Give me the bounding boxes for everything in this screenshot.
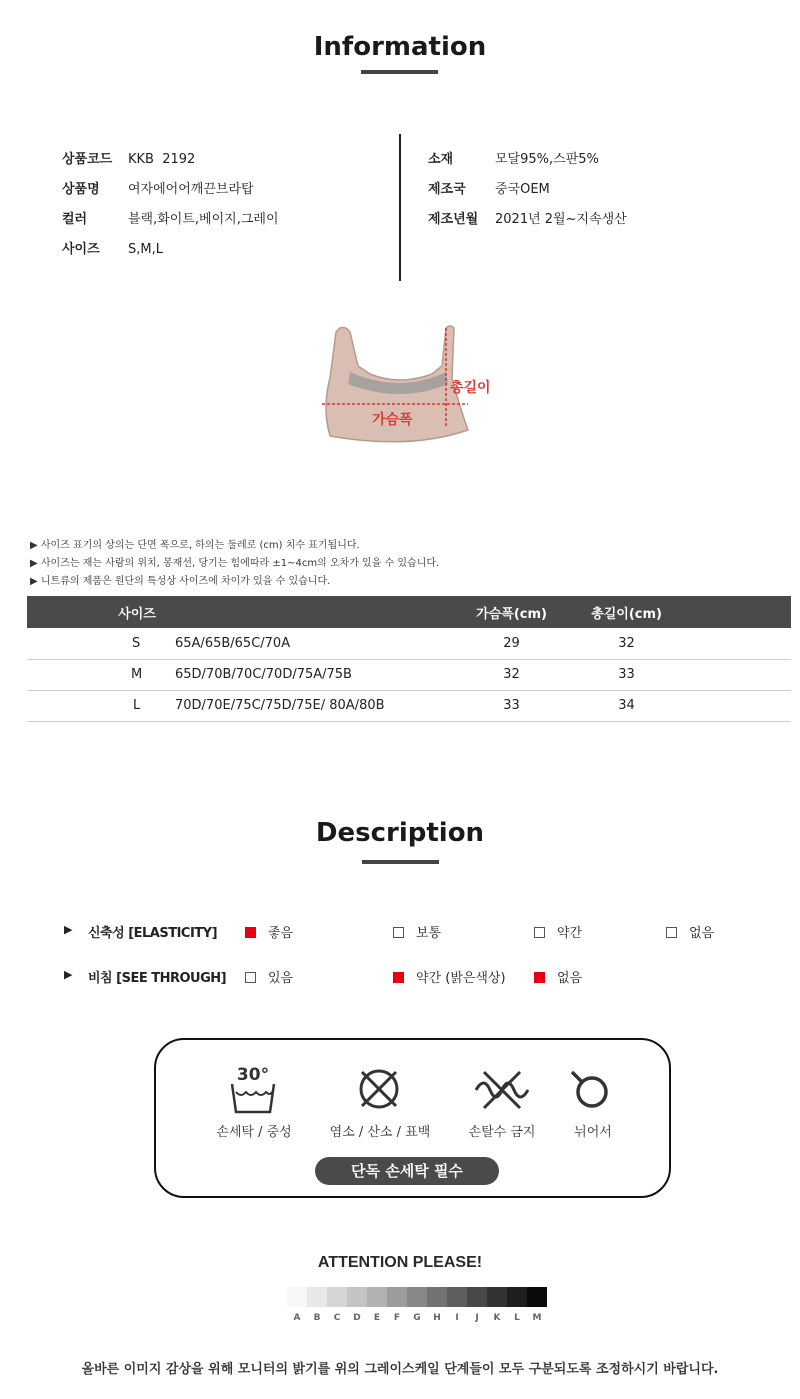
cell-chest: 33 [457, 690, 567, 721]
size-notes [30, 537, 439, 591]
grayscale-label: H [433, 1313, 441, 1323]
checkbox-icon [245, 972, 256, 983]
info-key: 상품명 [62, 182, 100, 197]
info-value: 2021년 2월~지속생산 [495, 212, 627, 227]
information-title: Information [313, 32, 487, 62]
cell-length: 33 [567, 659, 687, 690]
grayscale-swatch [387, 1287, 407, 1307]
grayscale-swatch [367, 1287, 387, 1307]
checkbox-icon [245, 927, 256, 938]
info-material [428, 148, 599, 167]
option-elasticity-slight[interactable] [534, 922, 582, 941]
info-value: S,M,L [128, 242, 163, 257]
grayscale-label: D [353, 1313, 361, 1323]
title-underline [362, 860, 439, 864]
grayscale-label: K [493, 1313, 501, 1323]
bra-top-diagram [300, 318, 510, 453]
care-label-no-wring: 손탈수 금지 [468, 1125, 536, 1140]
care-label-hand-wash: 손세탁 / 중성 [216, 1125, 292, 1140]
option-see-through-yes[interactable] [245, 967, 293, 986]
cell-size: M [27, 659, 247, 690]
info-value: 모달95%,스판5% [495, 152, 599, 167]
size-table-header [27, 596, 791, 628]
grayscale-swatch [327, 1287, 347, 1307]
grayscale-swatch [287, 1287, 307, 1307]
checkbox-icon [534, 927, 545, 938]
cell-cup: 65A/65B/65C/70A [175, 628, 385, 659]
grayscale-label: M [532, 1313, 542, 1323]
monitor-notice: 올바른 이미지 감상을 위해 모니터의 밝기를 위의 그레이스케일 단계들이 모두 구분되도록 조정하시기 바랍니다. [81, 1362, 719, 1377]
hand-wash-icon [228, 1062, 278, 1118]
info-value: KKB 2192 [128, 152, 196, 167]
option-elasticity-good[interactable] [245, 922, 293, 941]
info-product-name [62, 178, 254, 197]
description-title: Description [315, 818, 485, 848]
grayscale-swatch [467, 1287, 487, 1307]
option-label: 없음 [557, 971, 583, 986]
header-spacer [247, 596, 457, 628]
table-row [27, 659, 791, 690]
option-label: 없음 [689, 926, 715, 941]
grayscale-swatch [507, 1287, 527, 1307]
info-key: 제조국 [428, 182, 466, 197]
grayscale-swatch [447, 1287, 467, 1307]
cell-size: L [27, 690, 247, 721]
cell-cup: 65D/70B/70C/70D/75A/75B [175, 659, 385, 690]
cell-chest: 32 [457, 659, 567, 690]
elasticity-row [0, 922, 800, 942]
checkbox-icon [666, 927, 677, 938]
no-bleach-icon [356, 1066, 402, 1112]
table-row [27, 690, 791, 721]
info-key: 제조년월 [428, 212, 479, 227]
option-see-through-none[interactable] [534, 967, 582, 986]
dry-flat-icon [568, 1066, 614, 1112]
chest-label: 가슴폭 [372, 412, 413, 428]
checkbox-icon [393, 972, 404, 983]
option-label: 보통 [416, 926, 442, 941]
info-key: 상품코드 [62, 152, 113, 167]
see-through-label: 비침 [SEE THROUGH] [88, 971, 227, 986]
grayscale-swatch [407, 1287, 427, 1307]
info-key: 소재 [428, 152, 454, 167]
info-size [62, 238, 163, 257]
cell-size: S [27, 628, 247, 659]
info-color [62, 208, 279, 227]
size-table [27, 596, 791, 722]
header-length: 총길이(cm) [567, 596, 687, 628]
info-value: 블랙,화이트,베이지,그레이 [128, 212, 279, 227]
option-label: 좋음 [268, 926, 294, 941]
grayscale-label: B [313, 1313, 321, 1323]
checkbox-icon [393, 927, 404, 938]
cell-cup: 70D/70E/75C/75D/75E/ 80A/80B [175, 690, 385, 721]
note-line: ▶ 니트류의 제품은 원단의 특성상 사이즈에 차이가 있을 수 있습니다. [30, 576, 331, 587]
checkbox-icon [534, 972, 545, 983]
grayscale-label: C [333, 1313, 341, 1323]
info-key: 컬러 [62, 212, 88, 227]
note-line: ▶ 사이즈 표기의 상의는 단면 폭으로, 하의는 둘레로 (cm) 치수 표기됩니다. [30, 540, 360, 551]
no-wring-icon [474, 1068, 530, 1112]
grayscale-label: E [373, 1313, 381, 1323]
care-label-no-bleach: 염소 / 산소 / 표백 [329, 1125, 431, 1140]
grayscale-swatch [307, 1287, 327, 1307]
grayscale-swatch [347, 1287, 367, 1307]
elasticity-label: 신축성 [ELASTICITY] [88, 926, 218, 941]
title-underline [361, 70, 438, 74]
option-label: 약간 (밝은색상) [416, 971, 506, 986]
header-size: 사이즈 [27, 596, 247, 628]
info-divider [399, 134, 401, 281]
grayscale-bar [287, 1287, 547, 1307]
grayscale-swatch [527, 1287, 547, 1307]
cell-chest: 29 [457, 628, 567, 659]
grayscale-label: F [393, 1313, 401, 1323]
care-notice-badge: 단독 손세탁 필수 [315, 1157, 499, 1185]
attention-title: ATTENTION PLEASE! [317, 1254, 483, 1271]
wash-temperature: 30° [236, 1065, 270, 1085]
bullet-arrow-icon: ▶ [64, 968, 73, 981]
grayscale-label: G [413, 1313, 421, 1323]
length-label: 총길이 [450, 380, 491, 396]
bullet-arrow-icon: ▶ [64, 923, 73, 936]
note-line: ▶ 사이즈는 재는 사람의 위치, 봉재선, 당기는 힘에따라 ±1~4cm의 오차가 있을 수 있습니다. [30, 558, 440, 569]
info-manufacture-date [428, 208, 627, 227]
info-key: 사이즈 [62, 242, 100, 257]
info-value: 중국OEM [495, 182, 550, 197]
option-elasticity-none[interactable] [666, 922, 714, 941]
grayscale-label: L [514, 1313, 520, 1323]
grayscale-label: I [455, 1313, 459, 1323]
care-label-dry-flat: 뉘어서 [574, 1125, 612, 1140]
option-label: 있음 [268, 971, 294, 986]
grayscale-labels [287, 1313, 547, 1323]
grayscale-label: J [475, 1313, 479, 1323]
info-origin [428, 178, 550, 197]
option-see-through-slight[interactable] [393, 967, 506, 986]
info-value: 여자에어어깨끈브라탑 [128, 182, 254, 197]
grayscale-swatch [427, 1287, 447, 1307]
see-through-row [0, 967, 800, 987]
info-product-code [62, 148, 195, 167]
option-label: 약간 [557, 926, 583, 941]
cell-length: 34 [567, 690, 687, 721]
table-row [27, 628, 791, 659]
header-chest: 가슴폭(cm) [457, 596, 567, 628]
grayscale-label: A [293, 1313, 301, 1323]
cell-length: 32 [567, 628, 687, 659]
grayscale-swatch [487, 1287, 507, 1307]
option-elasticity-normal[interactable] [393, 922, 441, 941]
